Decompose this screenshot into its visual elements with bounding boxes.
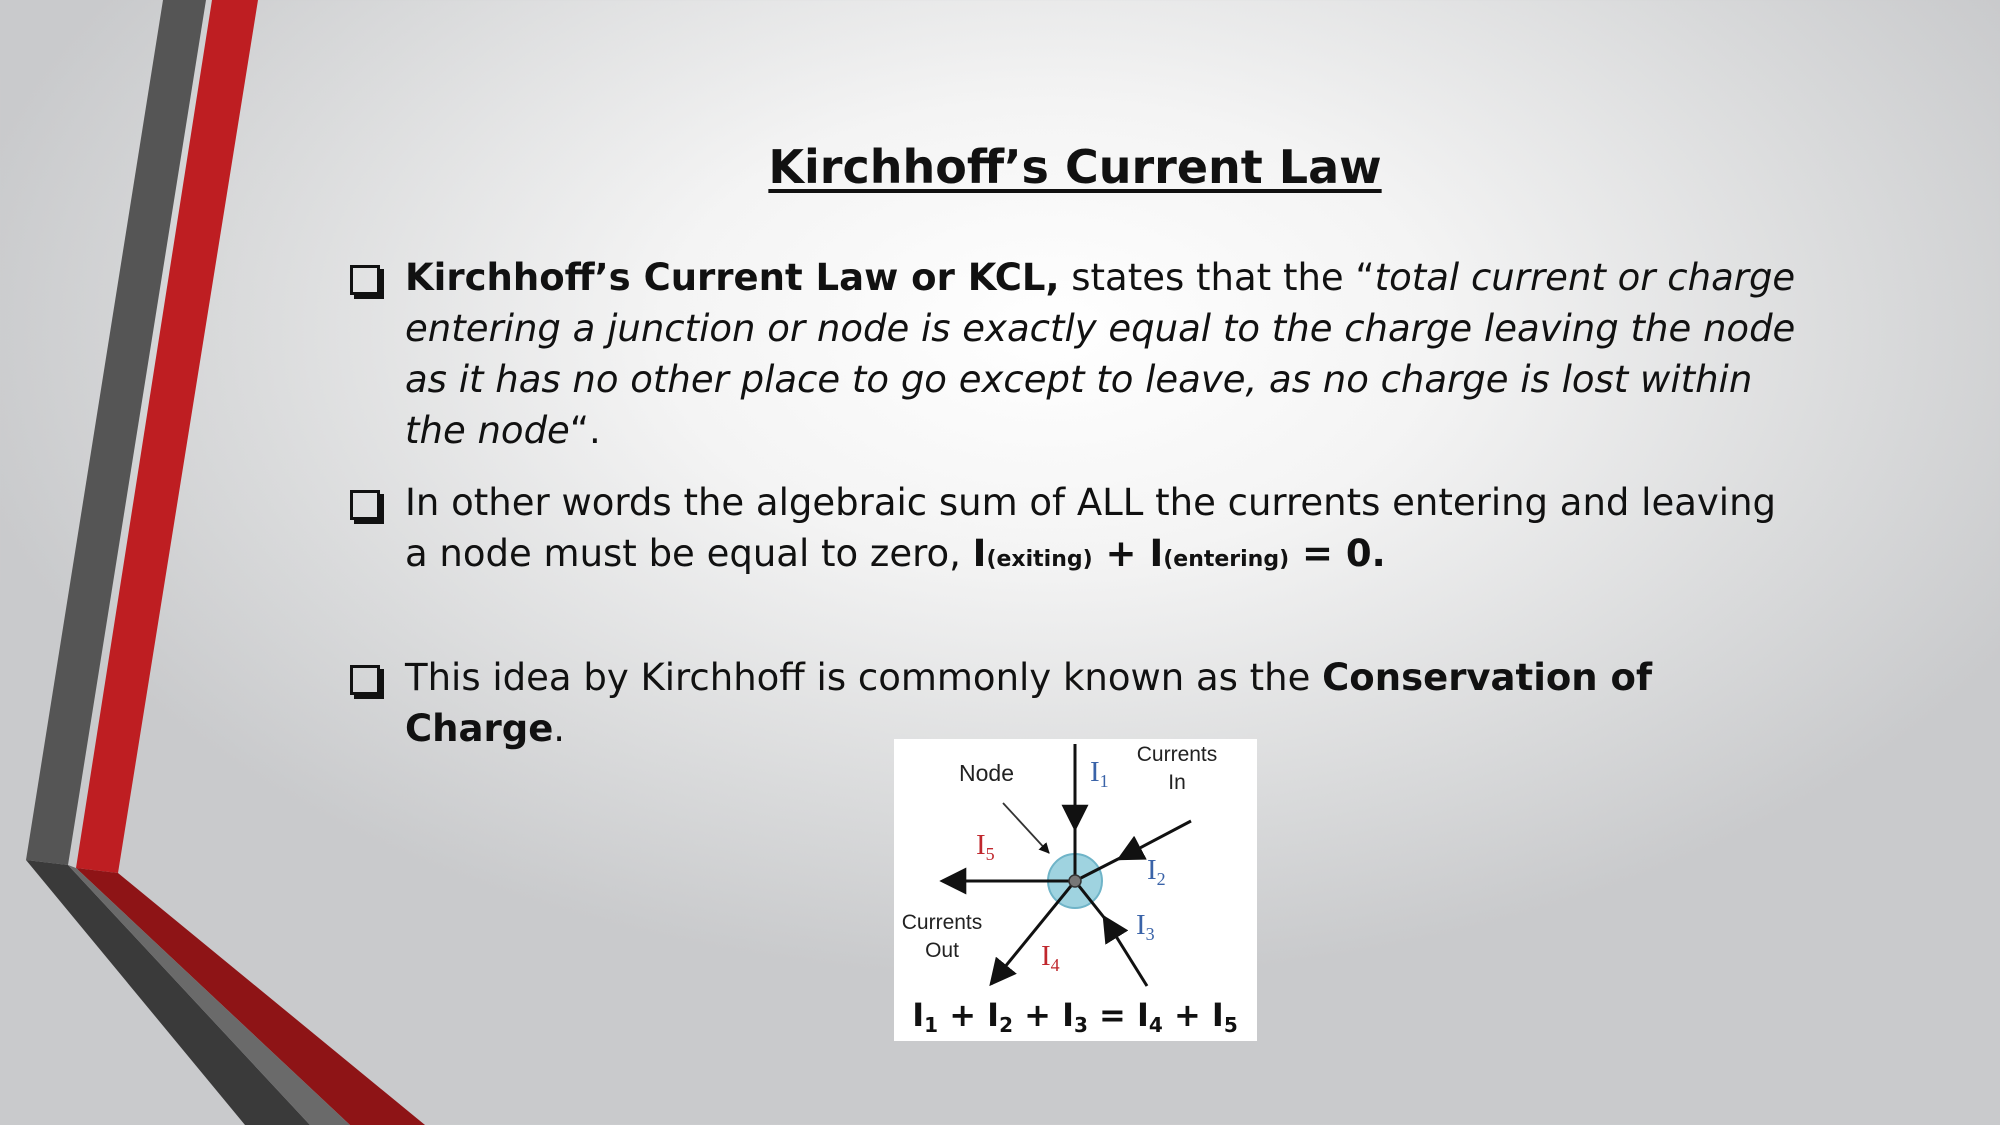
kcl-plain: states that the “ [1059,256,1375,299]
bullet-text [405,477,1810,585]
node-label: Node [959,760,1014,786]
checkbox-bullet-icon [350,265,380,295]
current-i4-arrow [991,881,1075,984]
bullet-kcl-definition [350,252,1810,456]
eq-end: = 0. [1289,532,1386,575]
eq-sub-entering: (entering) [1163,547,1290,572]
label-i2: $I_2$ [1147,854,1166,889]
node-pointer-arrow [1003,803,1049,853]
currents-out-label-line1: Currents [901,911,983,934]
gray-stripe-lower-edge [68,865,350,1125]
slide-title: Kirchhoff’s Current Law [768,140,1382,194]
checkbox-bullet-icon [350,665,380,695]
sum-plain: In other words the algebraic sum of ALL the currents entering and leaving a node must be equal to zero, [405,481,1777,575]
checkbox-bullet-icon [350,490,380,520]
cons-tail: . [553,707,566,750]
eq-sub-exiting: (exiting) [986,547,1093,572]
eq-i2: I [1149,532,1164,575]
node-center-dot [1069,875,1081,887]
kcl-quote: total current or charge entering a junction or node is exactly equal to the charge leaving the node as it has no other place to go except to leave, as no charge is lost within the node [405,256,1796,452]
label-i5: $I_5$ [976,829,995,864]
eq-i1: I [972,532,987,575]
label-i4: $I_4$ [1041,940,1060,975]
kcl-equation: I1 + I2 + I3 = I4 + I5 [912,996,1238,1037]
kcl-lead: Kirchhoff’s Current Law or KCL, [405,256,1060,299]
label-i3: $I_3$ [1136,909,1155,944]
kcl-node-diagram [894,739,1257,1041]
bullet-text [405,252,1810,456]
bullet-algebraic-sum [350,477,1810,585]
cons-bold: Conservation of Charge [405,656,1653,750]
kcl-tail: “. [569,409,601,452]
eq-plus: + [1092,532,1150,575]
currents-in-label-line1: Currents [1136,743,1218,766]
currents-in-label-line2: In [1168,771,1186,794]
label-i1: $I_1$ [1090,756,1109,791]
cons-plain: This idea by Kirchhoff is commonly known as the [405,656,1323,699]
dark-stripe-lower [26,860,310,1125]
currents-out-label-line2: Out [925,939,959,962]
